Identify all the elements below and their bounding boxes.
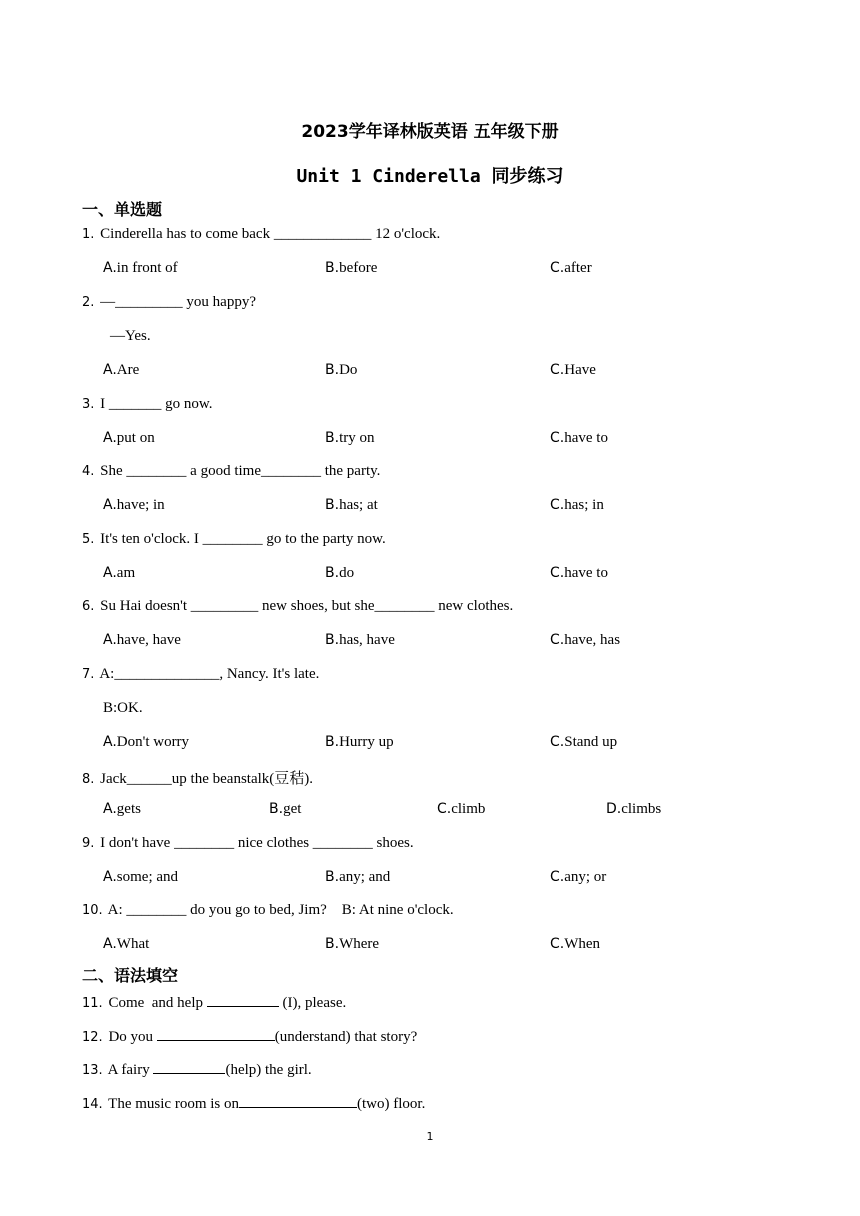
option-b[interactable]: B.Hurry up — [325, 734, 394, 750]
option-d[interactable]: D.climbs — [606, 801, 662, 817]
question-number: 6. — [82, 599, 95, 614]
question-text-before: Do you — [108, 1029, 157, 1045]
option-c[interactable]: C.has; in — [550, 497, 604, 513]
option-a[interactable]: A.Don't worry — [103, 734, 190, 750]
question-number: 3. — [82, 397, 95, 412]
section-heading-grammar-fill: 二、语法填空 — [82, 966, 179, 985]
question-text: A:______________, Nancy. It's late. — [99, 666, 320, 682]
question-5 — [82, 531, 386, 548]
option-c[interactable]: C.When — [550, 936, 601, 952]
question-text-before: Come and help — [108, 995, 207, 1011]
option-b[interactable]: B.try on — [325, 430, 375, 446]
option-a[interactable]: A.in front of — [103, 260, 178, 276]
answer-blank[interactable] — [239, 1094, 357, 1108]
question-2-reply: —Yes. — [110, 328, 151, 344]
option-a[interactable]: A.am — [103, 565, 136, 581]
answer-blank[interactable] — [153, 1060, 225, 1074]
question-7-reply: B:OK. — [103, 700, 143, 716]
option-c[interactable]: C.Stand up — [550, 734, 618, 750]
question-number: 11. — [82, 996, 103, 1011]
question-text: I don't have ________ nice clothes ________ shoes. — [100, 835, 414, 851]
question-3 — [82, 396, 213, 413]
option-c[interactable]: C.any; or — [550, 869, 607, 885]
option-a[interactable]: A.put on — [103, 430, 155, 446]
question-text-before: A fairy — [107, 1062, 154, 1078]
section-heading-single-choice: 一、单选题 — [82, 200, 163, 219]
option-b[interactable]: B.any; and — [325, 869, 391, 885]
question-text: Cinderella has to come back _____________ 12 o'clock. — [100, 226, 441, 242]
question-11 — [82, 993, 346, 1012]
question-text: I _______ go now. — [100, 396, 213, 412]
option-c[interactable]: C.after — [550, 260, 592, 276]
question-text-before: The music room is on — [108, 1096, 239, 1112]
option-c[interactable]: C.have to — [550, 430, 608, 446]
option-a[interactable]: A.Are — [103, 362, 140, 378]
option-c[interactable]: C.Have — [550, 362, 596, 378]
option-b[interactable]: B.Do — [325, 362, 358, 378]
question-14 — [82, 1094, 425, 1113]
question-9 — [82, 835, 414, 852]
option-a[interactable]: A.have; in — [103, 497, 165, 513]
option-c[interactable]: C.have, has — [550, 632, 621, 648]
question-4 — [82, 463, 380, 480]
question-number: 7. — [82, 667, 95, 682]
question-number: 14. — [82, 1097, 103, 1112]
question-text-after: (two) floor. — [357, 1096, 426, 1112]
question-13 — [82, 1060, 312, 1079]
question-text-after: (I), please. — [278, 995, 347, 1011]
option-a[interactable]: A.gets — [103, 801, 141, 817]
question-12 — [82, 1027, 417, 1046]
question-8 — [82, 767, 313, 788]
question-7 — [82, 666, 319, 683]
question-text: She ________ a good time________ the party. — [100, 463, 381, 479]
option-b[interactable]: B.do — [325, 565, 355, 581]
page-number: 1 — [426, 1130, 434, 1143]
question-number: 10. — [82, 903, 103, 918]
question-number: 8. — [82, 772, 95, 787]
question-number: 5. — [82, 532, 95, 547]
option-b[interactable]: B.get — [269, 801, 302, 817]
option-a[interactable]: A.What — [103, 936, 150, 952]
option-b[interactable]: B.has; at — [325, 497, 378, 513]
option-b[interactable]: B.has, have — [325, 632, 395, 648]
question-number: 4. — [82, 464, 95, 479]
question-number: 9. — [82, 836, 95, 851]
option-c[interactable]: C.have to — [550, 565, 608, 581]
option-b[interactable]: B.Where — [325, 936, 380, 952]
option-c[interactable]: C.climb — [437, 801, 486, 817]
document-title: 2023学年译林版英语 五年级下册 — [301, 122, 559, 142]
question-text: A: ________ do you go to bed, Jim? B: At nine o'clock. — [107, 902, 454, 918]
question-number: 1. — [82, 227, 95, 242]
answer-blank[interactable] — [207, 993, 279, 1007]
question-text: Su Hai doesn't _________ new shoes, but she________ new clothes. — [100, 598, 514, 614]
question-number: 13. — [82, 1063, 103, 1078]
question-6 — [82, 598, 513, 615]
option-a[interactable]: A.some; and — [103, 869, 179, 885]
question-text: Jack______up the beanstalk(豆秸). — [100, 771, 314, 787]
question-text: It's ten o'clock. I ________ go to the party now. — [100, 531, 386, 547]
question-number: 12. — [82, 1030, 103, 1045]
option-a[interactable]: A.have, have — [103, 632, 181, 648]
question-text-after: (understand) that story? — [274, 1029, 418, 1045]
question-number: 2. — [82, 295, 95, 310]
document-subtitle: Unit 1 Cinderella 同步练习 — [296, 166, 564, 187]
question-text-after: (help) the girl. — [225, 1062, 312, 1078]
question-1 — [82, 226, 440, 243]
option-b[interactable]: B.before — [325, 260, 378, 276]
question-text: —_________ you happy? — [100, 294, 256, 310]
question-10 — [82, 902, 454, 919]
question-2 — [82, 294, 256, 311]
answer-blank[interactable] — [157, 1027, 275, 1041]
